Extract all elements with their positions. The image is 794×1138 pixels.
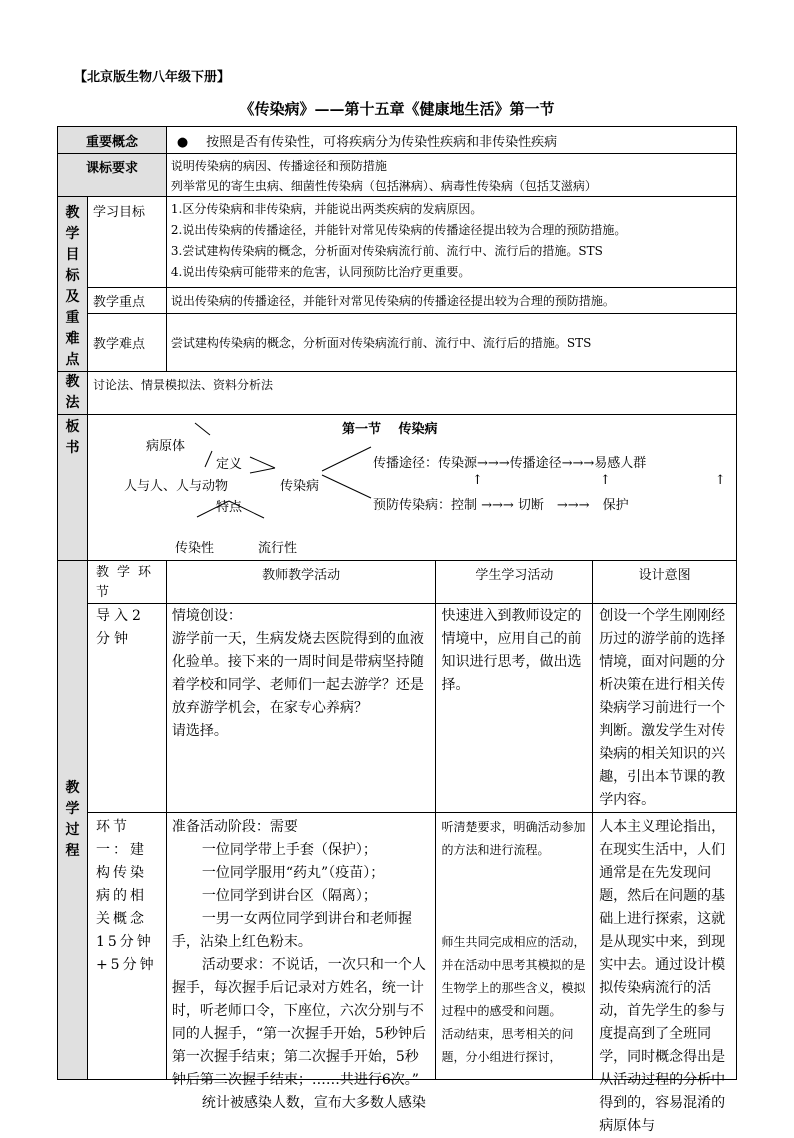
header-stage: 教学环节 — [95, 565, 159, 600]
stage1-intent: 人本主义理论指出，在现实生活中，人们通常是在先发现问题，然后在问题的基础上进行探索，这就是从现实中来，到现实中去。通过设计模拟传染病流行的活动，首先学生的参与度提高到了全班同学，同时概念得出是从活动过程的分析中得到的，容易混淆的病原体与 — [599, 819, 726, 1134]
goal-1: 1.区分传染病和非传染病，并能说出两类疾病的发病原因。 — [170, 202, 483, 216]
row-curriculum — [58, 154, 737, 197]
series-label: 【北京版生物八年级下册】 — [74, 70, 231, 85]
curriculum-line-2: 列举常见的寄生虫病、细菌性传染病（包括淋病）、病毒性传染病（包括艾滋病） — [170, 179, 597, 193]
intro-student: 快速进入到教师设定的情境中，应用自己的前知识进行思考，做出选择。 — [441, 608, 582, 693]
epidemic-node: 流行性 — [257, 541, 297, 556]
goals-group-label: 教 学 目 标 及 重 难 点 — [58, 197, 88, 372]
goal-3: 3.尝试建构传染病的概念，分析面对传染病流行前、流行中、流行后的措施。STS — [170, 244, 603, 258]
key-concept-label: 重要概念 — [85, 134, 138, 150]
process-label: 教 学 过 程 — [58, 561, 88, 1080]
infectious-node: 传染性 — [174, 541, 214, 556]
intro-stage: 导入2分钟 — [95, 608, 145, 647]
features-node: 特点 — [215, 500, 242, 515]
row-difficulty — [58, 314, 737, 372]
stage1-teacher-4: 一位同学到讲台区（隔离）； — [201, 888, 377, 904]
page-title: 《传染病》——第十五章《健康地生活》第一节 — [239, 100, 555, 118]
key-concept-text: 按照是否有传染性，可将疾病分为传染性疾病和非传染性疾病 — [206, 134, 558, 150]
stage1-teacher-1: 准备活动阶段：需要 — [171, 819, 298, 835]
row-learning-goals — [58, 197, 737, 288]
header-student: 学生学习活动 — [475, 568, 554, 583]
stage1-student-3: 活动结束，思考相关的问题，分小组进行探讨， — [441, 1027, 574, 1064]
row-key-concept — [58, 127, 737, 154]
row-method — [58, 372, 737, 415]
board-label: 板 书 — [58, 415, 88, 561]
stage1-student-2: 师生共同完成相应的活动，并在活动中思考其模拟的是生物学上的那些含义，模拟过程中的感受和问题。 — [441, 935, 586, 1018]
goals-label: 学习目标 — [92, 205, 145, 220]
intro-teacher-3: 请选择。 — [171, 723, 228, 739]
header-teacher: 教师教学活动 — [262, 568, 341, 583]
goal-2: 2.说出传染病的传播途径，并能针对常见传染病的传播途径提出较为合理的预防措施。 — [170, 223, 627, 237]
focus-text: 说出传染病的传播途径，并能针对常见传染病的传播途径提出较为合理的预防措施。 — [170, 293, 615, 308]
pathogen-node: 病原体 — [145, 439, 185, 454]
curriculum-line-1: 说明传染病的病因、传播途径和预防措施 — [170, 159, 387, 173]
row-blackboard — [58, 415, 737, 561]
intro-intent: 创设一个学生刚刚经历过的游学前的选择情境，面对问题的分析决策在进行相关传染病学习前进行一个判断。激发学生对传染病的相关知识的兴趣，引出本节课的教学内容。 — [599, 608, 726, 808]
method-label: 教 法 — [58, 372, 88, 415]
method-text: 讨论法、情景模拟法、资料分析法 — [92, 378, 273, 392]
header-intent: 设计意图 — [638, 568, 691, 583]
stage1-student-1: 听清楚要求，明确活动参加的方法和进行流程。 — [441, 820, 586, 857]
arrows-line: ↑ ↑ ↑ — [471, 473, 726, 488]
route-line: 传播途径：传染源→→→传播途径→→→易感人群 — [372, 456, 647, 471]
prevent-line: 预防传染病：控制 →→→ 切断 →→→ 保护 — [372, 498, 629, 513]
stage1-teacher-5: 一男一女两位同学到讲台和老师握手，沾染上红色粉末。 — [171, 911, 412, 950]
definition-node: 定义 — [215, 457, 242, 472]
stage1-teacher-7: 统计被感染人数，宣布大多数人感染 — [201, 1095, 426, 1111]
board-title: 第一节 传染病 — [341, 422, 438, 437]
row-process-header — [58, 561, 737, 604]
stage1-teacher-3: 一位同学服用“药丸”（疫苗）； — [201, 865, 385, 881]
row-intro — [58, 604, 737, 813]
lesson-plan-table — [57, 126, 737, 1134]
transmission-node: 人与人、人与动物 — [123, 479, 228, 494]
intro-teacher-1: 情境创设： — [171, 608, 242, 624]
stage1-teacher-2: 一位同学带上手套（保护）； — [201, 842, 377, 858]
bullet-icon: ● — [176, 134, 189, 150]
goal-4: 4.说出传染病可能带来的危害，认同预防比治疗更重要。 — [170, 265, 471, 279]
focus-label: 教学重点 — [92, 295, 145, 311]
intro-teacher-2: 游学前一天，生病发烧去医院得到的血液化验单。接下来的一周时间是带病坚持随着学校和同学、老师们一起去游学？还是放弃游学机会，在家专心养病？ — [171, 631, 424, 716]
disease-node: 传染病 — [279, 479, 319, 494]
blackboard-diagram — [88, 415, 736, 560]
stage1-stage: 环节一：建构传染病的相关概念15分钟+5分钟 — [95, 819, 157, 973]
curriculum-label: 课标要求 — [85, 161, 138, 176]
row-focus — [58, 288, 737, 314]
difficulty-label: 教学难点 — [92, 337, 145, 353]
row-stage1 — [58, 813, 737, 1080]
difficulty-text: 尝试建构传染病的概念，分析面对传染病流行前、流行中、流行后的措施。STS — [170, 335, 592, 350]
stage1-teacher-6: 活动要求：不说话，一次只和一个人握手，每次握手后记录对方姓名，统一计时，听老师口令，下座位，六次分别与不同的人握手，“第一次握手开始，5秒钟后第一次握手结束；第二次握手开始，5秒钟后第二次握手结束；……共进行6次。” — [171, 957, 426, 1088]
